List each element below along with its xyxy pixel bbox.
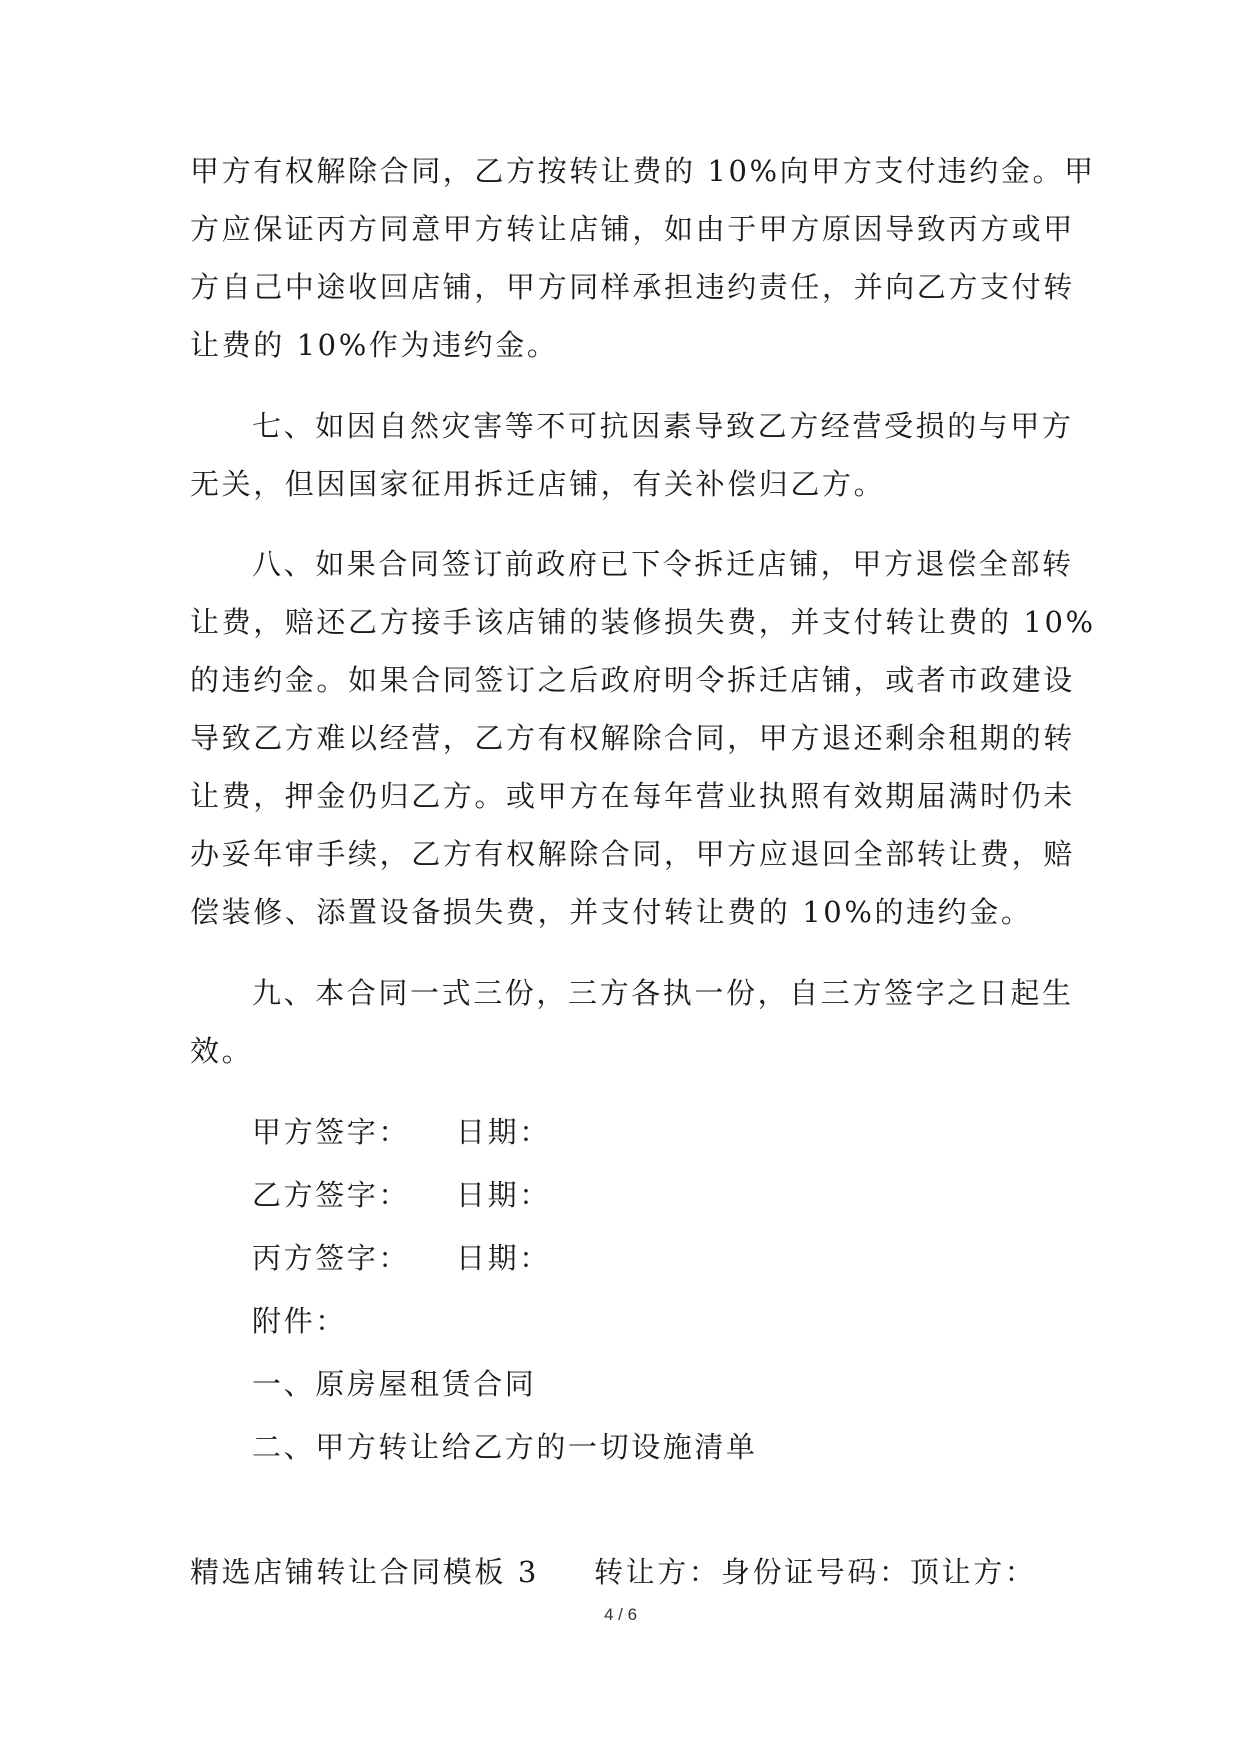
transferor-label: 转让方： [594, 1555, 721, 1589]
clause-8-line: 的违约金。如果合同签订之后政府明令拆迁店铺，或者市政建设 [190, 663, 1075, 697]
clause-8-line: 偿装修、添置设备损失费，并支付转让费的 10%的违约金。 [190, 895, 1033, 929]
next-template-header [190, 1554, 1070, 1590]
clause-8-line: 让费，押金仍归乙方。或甲方在每年营业执照有效期届满时仍未 [190, 779, 1075, 813]
clause-9-line: 九、本合同一式三份，三方各执一份，自三方签字之日起生 [252, 976, 1074, 1010]
signature-date-party-c: 日期： [456, 1241, 551, 1275]
clause-7-line: 七、如因自然灾害等不可抗因素导致乙方经营受损的与甲方 [252, 409, 1074, 443]
signature-label-party-a: 甲方签字： [252, 1115, 411, 1149]
attachments-title: 附件： [252, 1304, 347, 1338]
paragraph-line: 方应保证丙方同意甲方转让店铺，如由于甲方原因导致丙方或甲 [190, 212, 1075, 246]
signature-label-party-b: 乙方签字： [252, 1178, 411, 1212]
id-number-label: 身份证号码： [721, 1555, 911, 1589]
clause-9-line: 效。 [190, 1034, 254, 1068]
clause-8-line: 导致乙方难以经营，乙方有权解除合同，甲方退还剩余租期的转 [190, 721, 1075, 755]
transferee-label: 顶让方： [910, 1555, 1037, 1589]
attachment-item: 一、原房屋租赁合同 [252, 1367, 537, 1401]
template-title: 精选店铺转让合同模板 3 [190, 1555, 539, 1589]
signature-label-party-c: 丙方签字： [252, 1241, 411, 1275]
page-number: 4 / 6 [603, 1605, 638, 1624]
clause-8-line: 让费，赔还乙方接手该店铺的装修损失费，并支付转让费的 10% [190, 605, 1096, 639]
paragraph-line: 甲方有权解除合同，乙方按转让费的 10%向甲方支付违约金。甲 [190, 154, 1096, 188]
clause-8-line: 办妥年审手续，乙方有权解除合同，甲方应退回全部转让费，赔 [190, 837, 1075, 871]
clause-8-line: 八、如果合同签订前政府已下令拆迁店铺，甲方退偿全部转 [252, 547, 1074, 581]
clause-7-line: 无关，但因国家征用拆迁店铺，有关补偿归乙方。 [190, 467, 886, 501]
attachment-item: 二、甲方转让给乙方的一切设施清单 [252, 1430, 758, 1464]
signature-date-party-b: 日期： [456, 1178, 551, 1212]
paragraph-line: 让费的 10%作为违约金。 [190, 328, 559, 362]
paragraph-line: 方自己中途收回店铺，甲方同样承担违约责任，并向乙方支付转 [190, 270, 1075, 304]
signature-date-party-a: 日期： [456, 1115, 551, 1149]
